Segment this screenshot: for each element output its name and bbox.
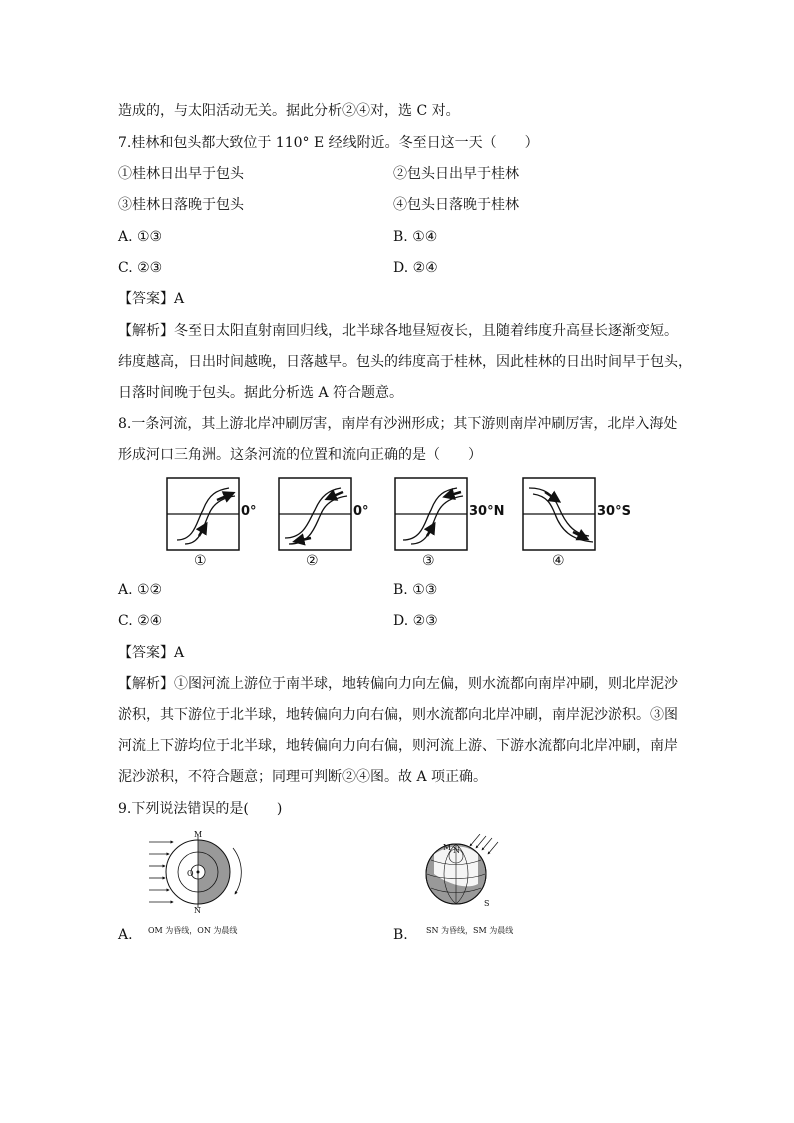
q8-explanation-3: 河流上下游均位于北半球，地转偏向力向右偏，则河流上游、下游水流都向北岸冲刷，南岸	[118, 738, 678, 754]
river-diagram-2	[279, 478, 351, 550]
diagram-3-latitude: 30°N	[469, 504, 505, 519]
fig-b-label-n: N	[453, 846, 460, 855]
river-diagram-4	[523, 478, 595, 550]
q8-stem-1: 8.一条河流，其上游北岸冲刷厉害，南岸有沙洲形成；其下游则南岸冲刷厉害，北岸入海处	[118, 416, 678, 432]
q8-explanation-4: 泥沙淤积，不符合题意；同理可判断②④图。故 A 项正确。	[118, 769, 488, 785]
q7-statement-3: ③桂林日落晚于包头	[118, 197, 244, 213]
diagram-2-number: ②	[306, 553, 319, 569]
fig-a-label-n: N	[194, 906, 201, 915]
q9-option-a: A.	[118, 927, 133, 943]
river-diagram-3	[395, 478, 467, 550]
fig-b-label-s: S	[484, 899, 490, 908]
q7-option-b: B. ①④	[393, 229, 438, 245]
river-diagram-1	[167, 478, 239, 550]
q9-stem: 9.下列说法错误的是( )	[118, 801, 283, 817]
q8-explanation-1: 【解析】①图河流上游位于南半球，地转偏向力向左偏，则水流都向南岸冲刷，则北岸泥沙	[118, 676, 678, 692]
q8-option-a: A. ①②	[118, 582, 163, 598]
q8-option-c: C. ②④	[118, 613, 163, 629]
q7-option-c: C. ②③	[118, 260, 163, 276]
diagram-1-number: ①	[194, 553, 207, 569]
q9-figure-a	[145, 828, 275, 918]
q7-explanation-1: 【解析】冬至日太阳直射南回归线，北半球各地昼短夜长，且随着纬度升高昼长逐渐变短。	[118, 323, 678, 339]
diagram-4-number: ④	[552, 553, 565, 569]
q8-option-b: B. ①③	[393, 582, 438, 598]
q9-option-b: B.	[393, 927, 408, 943]
fig-a-label-o: O	[187, 869, 194, 878]
q7-explanation-3: 日落时间晚于包头。据此分析选 A 符合题意。	[118, 385, 404, 401]
fig-a-label-m: M	[194, 830, 203, 839]
q8-explanation-2: 淤积，其下游位于北半球，地转偏向力向右偏，则水流都向北岸冲刷，南岸泥沙淤积。③图	[118, 707, 678, 723]
fig-b-label-m: M	[443, 843, 452, 852]
diagram-4-latitude: 30°S	[597, 504, 631, 519]
q9-caption-a: OM 为昏线，ON 为晨线	[148, 926, 238, 935]
q8-answer: 【答案】A	[118, 645, 185, 661]
q7-statement-4: ④包头日落晚于桂林	[393, 197, 519, 213]
q7-option-a: A. ①③	[118, 229, 163, 245]
q7-answer: 【答案】A	[118, 291, 185, 307]
diagram-1-latitude: 0°	[241, 504, 257, 519]
q7-statement-1: ①桂林日出早于包头	[118, 166, 244, 182]
q7-stem: 7.桂林和包头都大致位于 110° E 经线附近。冬至日这一天（ ）	[118, 135, 539, 151]
continued-explanation: 造成的，与太阳活动无关。据此分析②④对，选 C 对。	[118, 103, 460, 119]
diagram-2-latitude: 0°	[353, 504, 369, 519]
q8-stem-2: 形成河口三角洲。这条河流的位置和流向正确的是（ ）	[118, 447, 482, 463]
q9-caption-b: SN 为昏线，SM 为晨线	[426, 926, 514, 935]
q8-option-d: D. ②③	[393, 613, 438, 629]
q7-statement-2: ②包头日出早于桂林	[393, 166, 519, 182]
q7-explanation-2: 纬度越高，日出时间越晚，日落越早。包头的纬度高于桂林，因此桂林的日出时间早于包头，	[118, 354, 692, 370]
q7-option-d: D. ②④	[393, 260, 438, 276]
diagram-3-number: ③	[422, 553, 435, 569]
